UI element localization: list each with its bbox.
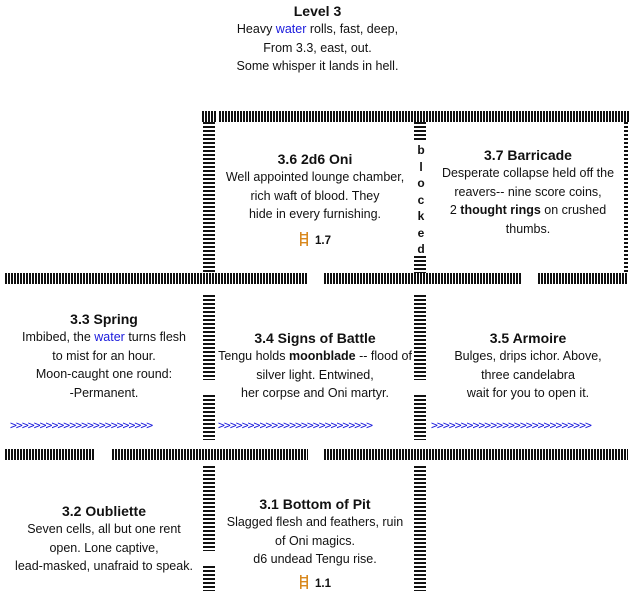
desc-text: Imbibed, the — [22, 330, 95, 344]
room-desc-line: Slagged flesh and feathers, ruin — [226, 515, 404, 529]
room-desc-line — [428, 201, 628, 220]
wall-col-left-mid-b — [203, 395, 215, 440]
blocked-letter: b — [417, 143, 425, 157]
room-desc-line: her corpse and Oni martyr. — [241, 386, 389, 400]
wall-col-right-low — [414, 466, 426, 591]
exit-link[interactable] — [216, 575, 414, 590]
wall-col-left-mid-a — [203, 295, 215, 380]
room-desc-line: rich waft of blood. They — [250, 188, 380, 203]
item-name: thought rings — [460, 203, 541, 217]
wall-col-right-top-a — [414, 122, 426, 140]
room-desc-line — [5, 328, 203, 347]
room-desc-line: open. Lone captive, — [49, 540, 159, 555]
blocked-letter: o — [417, 176, 425, 190]
wall-col-left-top — [203, 122, 215, 273]
level-verse-line-3: Some whisper it lands in hell. — [236, 59, 399, 73]
room-3-4 — [215, 329, 415, 403]
verse-text: Heavy — [236, 22, 276, 36]
room-desc-line: hide in every furnishing. — [248, 207, 382, 221]
room-3-1 — [216, 495, 414, 590]
level-title: Level 3 — [293, 3, 342, 19]
wall-col-right-mid-a — [414, 295, 426, 380]
blocked-letter: k — [417, 209, 425, 223]
wall-top — [219, 111, 629, 122]
room-desc-line: Well appointed lounge chamber, — [225, 170, 405, 184]
exit-label: 1.7 — [315, 234, 331, 247]
item-name: moonblade — [288, 349, 356, 363]
room-desc-line: Seven cells, all but one rent — [27, 522, 181, 536]
level-verse-line-1 — [0, 20, 635, 39]
wall-mid-upper-c — [538, 273, 628, 284]
wall-col-left-low-a — [203, 466, 215, 551]
desc-text: -- flood of — [355, 349, 412, 363]
verse-text: rolls, fast, deep, — [306, 22, 399, 36]
room-desc-line: silver light. Entwined, — [256, 367, 374, 382]
wall-mid-upper — [5, 273, 308, 284]
exit-label: 1.1 — [315, 577, 331, 590]
room-title: 3.4 Signs of Battle — [254, 330, 376, 346]
room-title: 3.6 2d6 Oni — [277, 151, 353, 167]
desc-text: 2 — [449, 203, 461, 217]
wall-mid-upper-b — [324, 273, 522, 284]
wall-mid-lower-c — [324, 449, 628, 460]
room-desc-line: reavers-- nine score coins, — [454, 184, 602, 199]
room-desc-line: lead-masked, unafraid to speak. — [15, 559, 193, 573]
level-verse-line-2: From 3.3, east, out. — [263, 40, 372, 55]
room-3-3 — [5, 310, 203, 402]
room-desc-line — [215, 347, 415, 366]
wall-col-left-low-b — [203, 566, 215, 591]
room-title: 3.1 Bottom of Pit — [259, 496, 371, 512]
room-title: 3.3 Spring — [70, 311, 138, 327]
room-desc-line: Moon-caught one round: — [35, 367, 173, 381]
room-desc-line: three candelabra — [481, 367, 575, 382]
water-flow-west: >>>>>>>>>>>>>>>>>>>>>>>> — [10, 418, 153, 432]
wall-mid-lower-b — [112, 449, 308, 460]
room-3-2 — [5, 502, 203, 576]
room-title: 3.2 Oubliette — [61, 503, 147, 519]
exit-link[interactable] — [216, 232, 414, 247]
room-desc-line: to mist for an hour. — [52, 348, 156, 363]
room-desc-line: -Permanent. — [69, 385, 139, 400]
room-desc-line: Bulges, drips ichor. Above, — [454, 349, 602, 363]
room-3-5 — [428, 329, 628, 403]
room-desc-line: of Oni magics. — [275, 533, 355, 548]
room-title: 3.7 Barricade — [484, 147, 572, 163]
ladder-icon — [299, 232, 309, 246]
wall-col-right-top-b — [414, 256, 426, 273]
blocked-letter: d — [417, 242, 425, 256]
blocked-letter: c — [417, 192, 425, 207]
desc-text: on crushed — [540, 203, 607, 217]
blocked-letter: e — [417, 225, 425, 240]
wall-top-left — [202, 111, 216, 122]
desc-text: turns flesh — [124, 330, 186, 344]
room-3-7 — [428, 146, 628, 238]
blocked-label — [414, 142, 428, 258]
level-header — [0, 2, 635, 76]
blocked-letter: l — [419, 159, 423, 174]
water-flow-east: >>>>>>>>>>>>>>>>>>>>>>>>>>> — [431, 418, 591, 432]
water-word: water — [94, 330, 125, 344]
room-desc-line: thumbs. — [505, 221, 551, 236]
ladder-icon — [299, 575, 309, 589]
water-word: water — [275, 22, 307, 36]
room-desc-line: Desperate collapse held off the — [441, 166, 615, 180]
desc-text: Tengu holds — [218, 349, 289, 363]
room-desc-line: d6 undead Tengu rise. — [253, 552, 377, 566]
room-3-6 — [216, 150, 414, 247]
water-flow-middle: >>>>>>>>>>>>>>>>>>>>>>>>>> — [218, 418, 373, 432]
wall-col-right-mid-b — [414, 395, 426, 440]
room-desc-line: wait for you to open it. — [466, 386, 590, 400]
room-title: 3.5 Armoire — [489, 330, 567, 346]
wall-mid-lower — [5, 449, 95, 460]
